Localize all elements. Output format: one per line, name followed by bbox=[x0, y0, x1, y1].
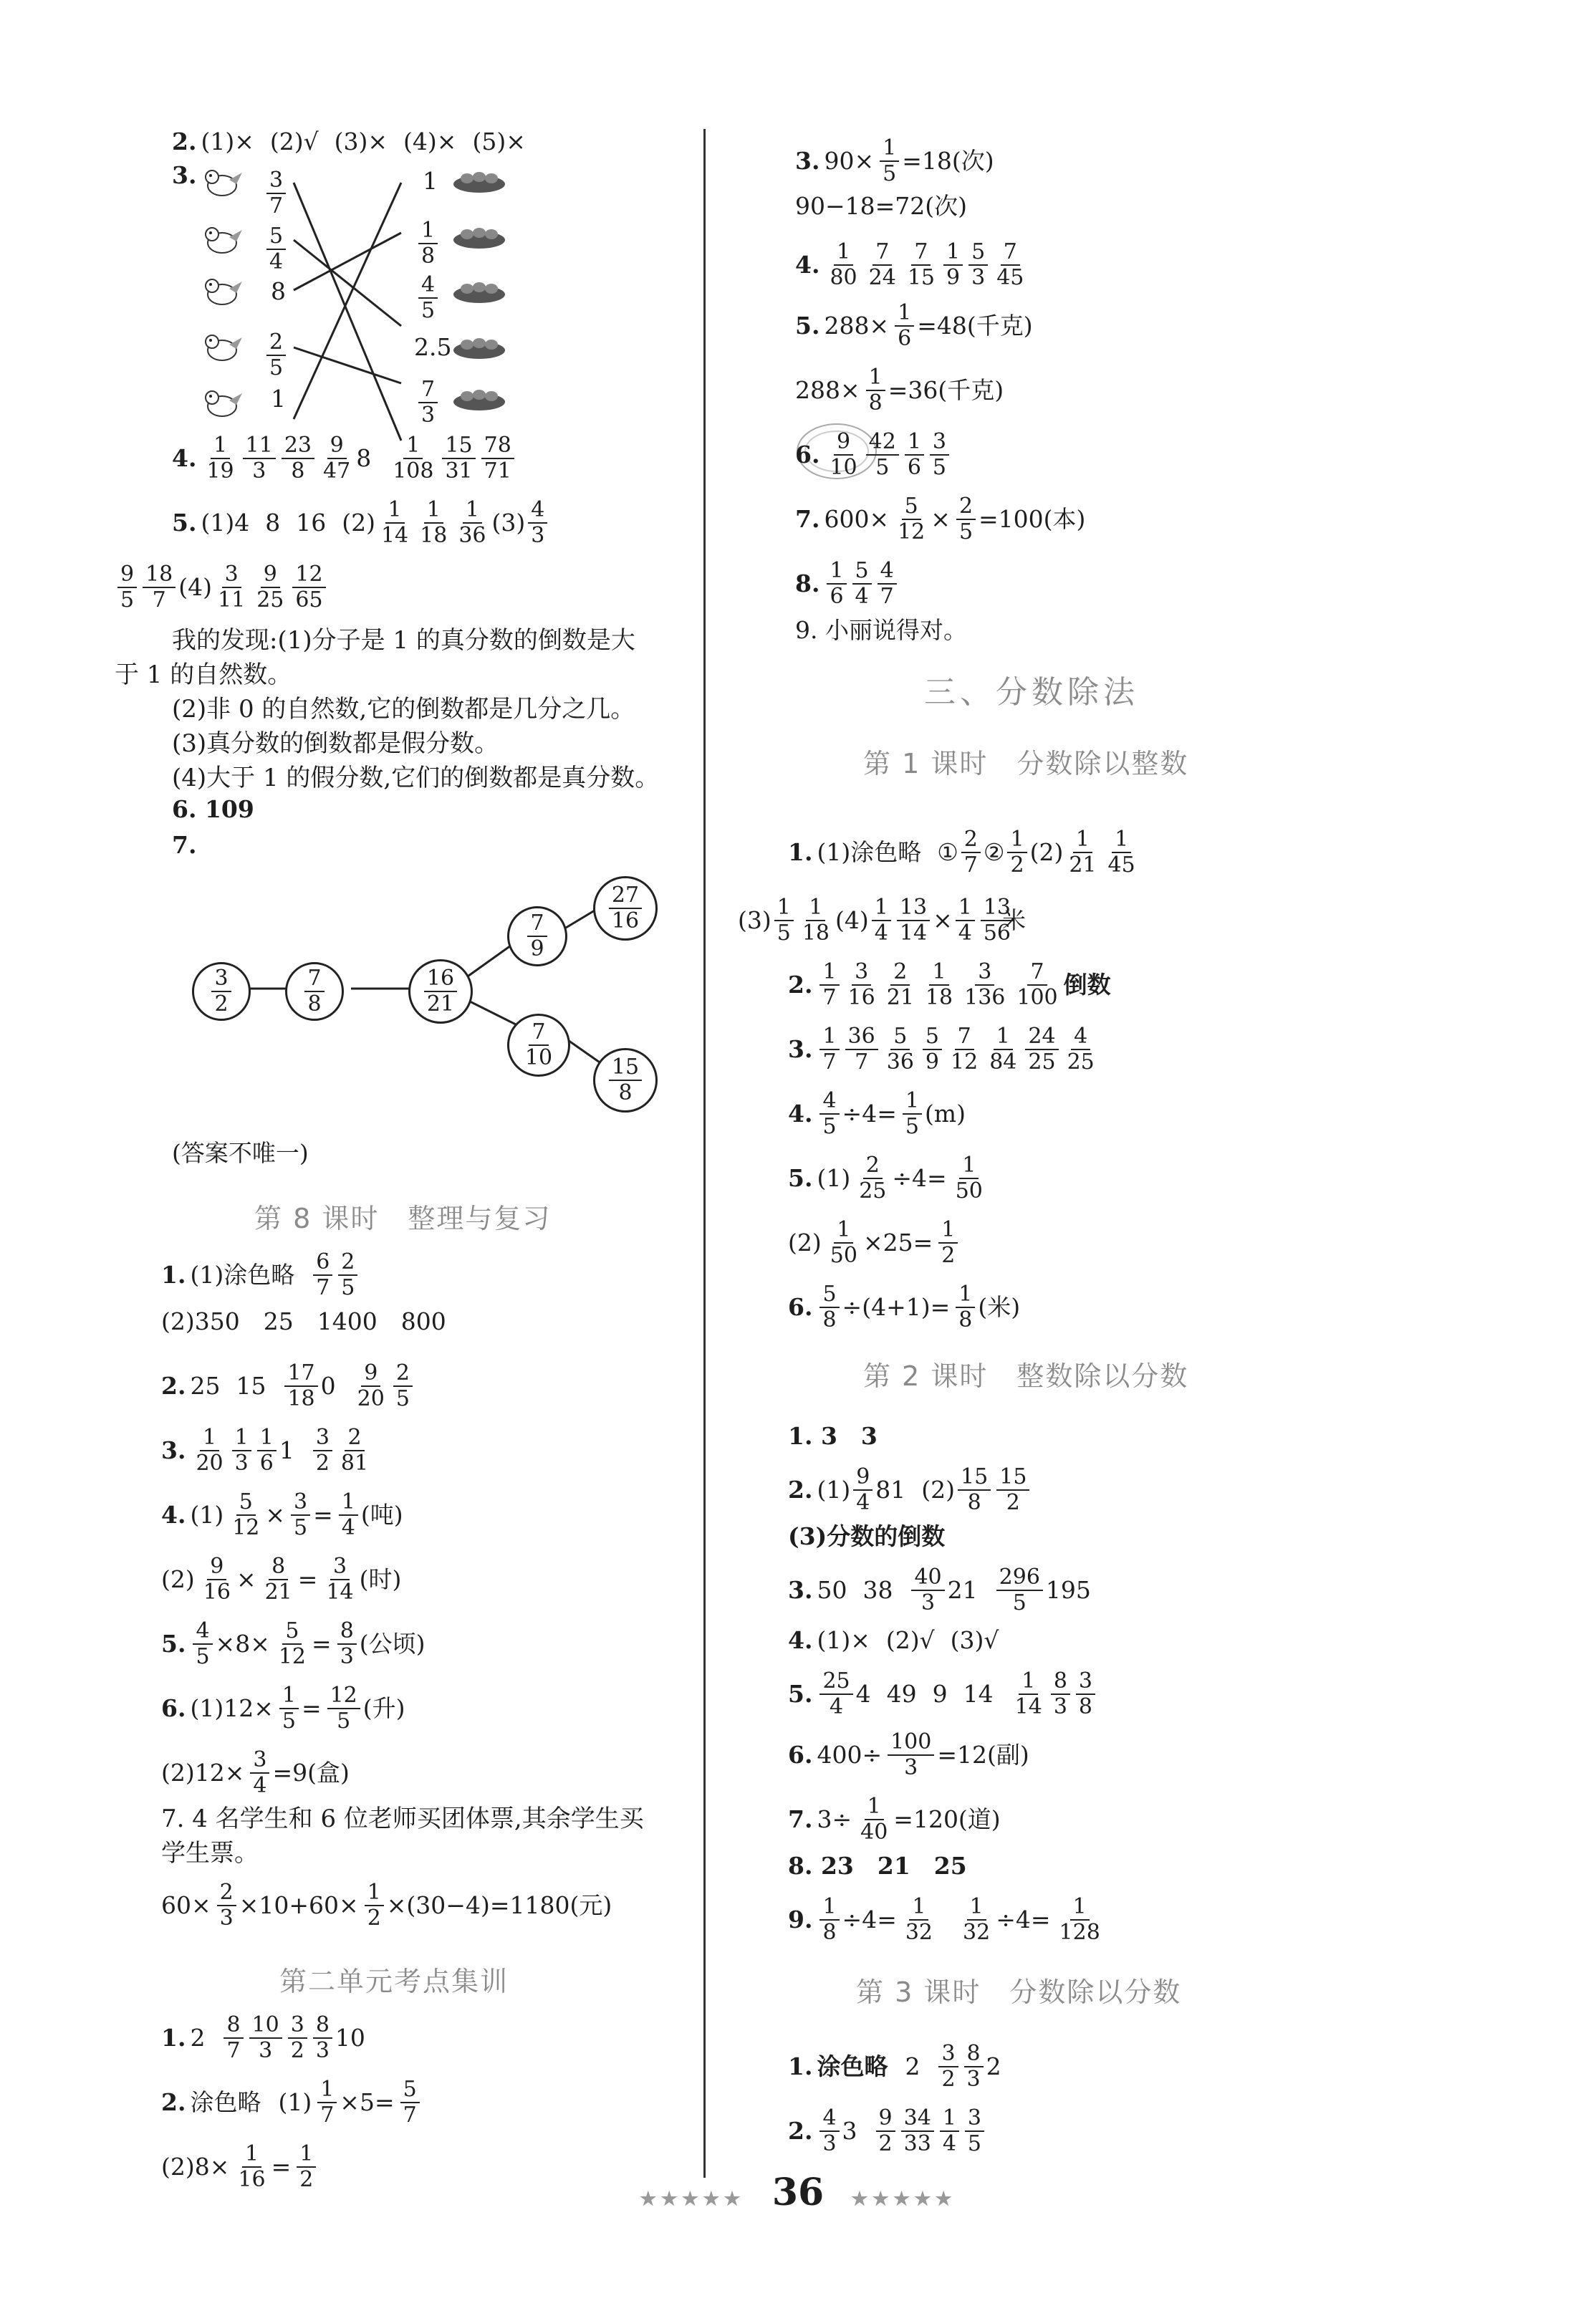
note: (答案不唯一) bbox=[172, 1139, 309, 1167]
r7-equation: 60× $\frac{2}{3}$ ×10+60× $\frac{1}{2}$ ×(30−4)=1180(元) bbox=[161, 1880, 612, 1931]
c2-line: 2. (1) $\frac{9}{4}$ 81 (2) $\frac{15}{8}$ $\frac{15}{2}$ bbox=[788, 1465, 1032, 1515]
b4-line: 4. $\frac{4}{5}$ ÷4= $\frac{1}{5}$ (m) bbox=[788, 1088, 966, 1139]
section-heading: 第 3 课时 分数除以分数 bbox=[856, 1976, 1182, 2008]
a9: 9. 小丽说得对。 bbox=[795, 616, 967, 644]
bird-icon bbox=[201, 274, 245, 309]
b5a-line: 5. (1) $\frac{2}{25}$ ÷4= $\frac{1}{50}$ bbox=[788, 1153, 983, 1204]
q2-item: (1)× bbox=[201, 128, 254, 155]
page-footer bbox=[0, 2171, 1596, 2214]
r4b-line: (2) $\frac{9}{16}$ × $\frac{8}{21}$ = $\frac{3}{14}$ (时) bbox=[161, 1554, 402, 1605]
q3-right-item: 1 bbox=[423, 167, 438, 195]
tree-node: $\frac{3}{2}$ bbox=[192, 962, 251, 1021]
match-line bbox=[294, 183, 401, 441]
nest-icon bbox=[451, 333, 507, 360]
q3-left-item: $\frac{2}{5}$ bbox=[264, 330, 289, 380]
c8: 8. 23 21 25 bbox=[788, 1852, 967, 1880]
q2-item: (5)× bbox=[472, 128, 526, 155]
d2-line: 2. $\frac{4}{3}$ 3 $\frac{9}{2}$ $\frac{34}{33}$ $\frac{1}{4}$ $\frac{3}{5}$ bbox=[788, 2106, 987, 2156]
u1-line: 1. 2 $\frac{8}{7}$ $\frac{10}{3}$ $\frac{3}{2}$ $\frac{8}{3}$ 10 bbox=[161, 2012, 365, 2063]
q3-left-item: $\frac{3}{7}$ bbox=[264, 168, 289, 218]
q3-right-item: $\frac{7}{3}$ bbox=[415, 378, 441, 428]
q3-left-item: 8 bbox=[271, 277, 286, 305]
match-line bbox=[294, 347, 401, 383]
section-heading: 第二单元考点集训 bbox=[279, 1966, 509, 1997]
q2-item: (2)√ bbox=[269, 128, 319, 155]
match-line bbox=[294, 183, 401, 419]
q5-line: 5. (1)4 8 16 (2) $\frac{1}{14}$ $\frac{1}{18}$ $\frac{1}{36}$ (3) $\frac{4}{3}$ bbox=[172, 498, 550, 548]
match-line bbox=[294, 233, 401, 290]
b1a-line: 1. (1)涂色略 ① $\frac{2}{7}$ ② $\frac{1}{2}$ (2) $\frac{1}{21}$ $\frac{1}{45}$ bbox=[788, 827, 1135, 878]
c4-line: 4. (1)× (2)√ (3)√ bbox=[788, 1626, 999, 1654]
b2-line: 2. $\frac{1}{7}$ $\frac{3}{16}$ $\frac{2}{21}$ $\frac{1}{18}$ $\frac{3}{136}$ $\frac{7}{100}$ 倒数 bbox=[788, 959, 1111, 1010]
r3-line: 3. $\frac{1}{20}$ $\frac{1}{3}$ $\frac{1}{6}$ 1 $\frac{3}{2}$ $\frac{2}{81}$ bbox=[161, 1425, 369, 1476]
tree-node: $\frac{7}{8}$ bbox=[285, 962, 344, 1021]
a6-line: 6. $\frac{9}{10}$ $\frac{42}{5}$ $\frac{1}{6}$ $\frac{3}{5}$ bbox=[795, 430, 952, 480]
r6a-line: 6. (1)12× $\frac{1}{5}$ = $\frac{12}{5}$ (升) bbox=[161, 1683, 405, 1734]
bird-icon bbox=[201, 330, 245, 365]
u2a-line: 2. 涂色略 (1) $\frac{1}{7}$ ×5= $\frac{5}{7}$ bbox=[161, 2077, 423, 2128]
q2-item: (4)× bbox=[403, 128, 457, 155]
r4a-line: 4. (1) $\frac{5}{12}$ × $\frac{3}{5}$ = $\frac{1}{4}$ (吨) bbox=[161, 1489, 403, 1540]
column-divider bbox=[703, 129, 706, 2178]
q3-right-item: $\frac{1}{8}$ bbox=[415, 218, 441, 269]
bird-icon bbox=[201, 165, 245, 200]
bird-icon bbox=[201, 386, 245, 421]
a8-line: 8. $\frac{1}{6}$ $\frac{5}{4}$ $\frac{4}{7}$ bbox=[795, 559, 900, 609]
c5-line: 5. $\frac{25}{4}$ 4 49 9 14 $\frac{1}{14}$ $\frac{8}{3}$ $\frac{3}{8}$ bbox=[788, 1669, 1098, 1719]
discovery-text: 我的发现:(1)分子是 1 的真分数的倒数是大 于 1 的自然数。 (2)非 0 的自然数,它的倒数都是几分之几。 (3)真分数的倒数都是假分数。 (4)大于 1 的假分数,它们的倒数都是真分数。 bbox=[115, 626, 660, 792]
nest-icon bbox=[451, 277, 507, 304]
section-heading: 第 1 课时 分数除以整数 bbox=[863, 748, 1189, 779]
unit-heading: 三、分数除法 bbox=[924, 674, 1139, 711]
q2-label: 2. bbox=[172, 128, 197, 155]
r2-line: 2. 25 15 $\frac{17}{18}$ 0 $\frac{9}{20}$ $\frac{2}{5}$ bbox=[161, 1361, 415, 1411]
b3-line: 3. $\frac{1}{7}$ $\frac{36}{7}$ $\frac{5}{36}$ $\frac{5}{9}$ $\frac{7}{12}$ $\frac{1}{84}$ $\frac{24}{25}$ $\frac{4}{25}$ bbox=[788, 1024, 1095, 1075]
stars-right: ★★★★★ bbox=[851, 2189, 956, 2210]
q7-label: 7. bbox=[172, 831, 197, 859]
tree-node: $\frac{27}{16}$ bbox=[593, 876, 658, 941]
u2b-line: (2)8× $\frac{1}{16}$ = $\frac{1}{2}$ bbox=[161, 2142, 319, 2192]
b1b-line: (3) $\frac{1}{5}$ $\frac{1}{18}$ (4) $\frac{1}{4}$ $\frac{13}{14}$ × $\frac{1}{4}$ $\frac{13}{56}$ 米 bbox=[738, 895, 1026, 946]
a3a-line: 3. 90× $\frac{1}{5}$ =18(次) bbox=[795, 135, 994, 186]
c9-line: 9. $\frac{1}{8}$ ÷4= $\frac{1}{32}$ $\frac{1}{32}$ ÷4= $\frac{1}{128}$ bbox=[788, 1894, 1100, 1945]
r1b: (2)350 25 1400 800 bbox=[161, 1307, 446, 1335]
a5a-line: 5. 288× $\frac{1}{6}$ =48(千克) bbox=[795, 300, 1033, 351]
r5-line: 5. $\frac{4}{5}$ ×8× $\frac{5}{12}$ = $\frac{8}{3}$ (公顷) bbox=[161, 1618, 426, 1669]
q3-left-item: $\frac{5}{4}$ bbox=[264, 224, 289, 274]
q5-line-cont: $\frac{9}{5}$ $\frac{18}{7}$ (4) $\frac{3}{11}$ $\frac{9}{25}$ $\frac{12}{65}$ bbox=[115, 562, 329, 612]
q3-right-item: $\frac{4}{5}$ bbox=[415, 273, 441, 323]
c1: 1. 3 3 bbox=[788, 1422, 878, 1450]
stars-left: ★★★★★ bbox=[640, 2189, 745, 2210]
page-number: 36 bbox=[771, 2171, 825, 2214]
q6: 6. 109 bbox=[172, 795, 254, 823]
q3-right-item: 2.5 bbox=[414, 333, 452, 361]
a7-line: 7. 600× $\frac{5}{12}$ × $\frac{2}{5}$ =100(本) bbox=[795, 494, 1086, 544]
a4-line: 4. $\frac{1}{80}$ $\frac{7}{24}$ $\frac{7}{15}$ $\frac{1}{9}$ $\frac{5}{3}$ $\frac{7}{45}$ bbox=[795, 239, 1024, 290]
q4-line: 4. $\frac{1}{19}$ $\frac{11}{3}$ $\frac{23}{8}$ $\frac{9}{47}$ 8 $\frac{1}{108}$ $\frac{15}{31}$ $\frac{78}{71}$ bbox=[172, 433, 517, 484]
r7-text: 7. 4 名学生和 6 位老师买团体票,其余学生买 学生票。 bbox=[161, 1805, 644, 1868]
section-heading: 第 8 课时 整理与复习 bbox=[254, 1203, 552, 1234]
c2b: (3)分数的倒数 bbox=[788, 1522, 946, 1550]
d1-line: 1. 涂色略 2 $\frac{3}{2}$ $\frac{8}{3}$ 2 bbox=[788, 2041, 1001, 2092]
a5b-line: 288× $\frac{1}{8}$ =36(千克) bbox=[795, 365, 1004, 415]
q2-line bbox=[172, 128, 542, 156]
tree-node: $\frac{7}{10}$ bbox=[507, 1014, 570, 1077]
c3-line: 3. 50 38 $\frac{40}{3}$ 21 $\frac{296}{5}$ 195 bbox=[788, 1565, 1091, 1615]
q3-label: 3. bbox=[172, 161, 197, 189]
c6-line: 6. 400÷ $\frac{100}{3}$ =12(副) bbox=[788, 1729, 1029, 1780]
tree-node: $\frac{15}{8}$ bbox=[593, 1048, 658, 1113]
section-heading: 第 2 课时 整数除以分数 bbox=[863, 1360, 1189, 1392]
nest-icon bbox=[451, 223, 507, 250]
a3b: 90−18=72(次) bbox=[795, 192, 968, 220]
nest-icon bbox=[451, 385, 507, 412]
tree-node: $\frac{16}{21}$ bbox=[408, 959, 473, 1024]
r1-line: 1. (1)涂色略 $\frac{6}{7}$ $\frac{2}{5}$ bbox=[161, 1250, 360, 1300]
tree-node: $\frac{7}{9}$ bbox=[507, 906, 567, 966]
c7-line: 7. 3÷ $\frac{1}{40}$ =120(道) bbox=[788, 1794, 1001, 1845]
bird-icon bbox=[201, 223, 245, 257]
q3-left-item: 1 bbox=[271, 385, 286, 413]
nest-icon bbox=[451, 167, 507, 194]
r6b-line: (2)12× $\frac{3}{4}$ =9(盒) bbox=[161, 1747, 350, 1798]
b6-line: 6. $\frac{5}{8}$ ÷(4+1)= $\frac{1}{8}$ (米) bbox=[788, 1282, 1021, 1332]
q2-item: (3)× bbox=[334, 128, 388, 155]
b5b-line: (2) $\frac{1}{50}$ ×25= $\frac{1}{2}$ bbox=[788, 1218, 961, 1268]
